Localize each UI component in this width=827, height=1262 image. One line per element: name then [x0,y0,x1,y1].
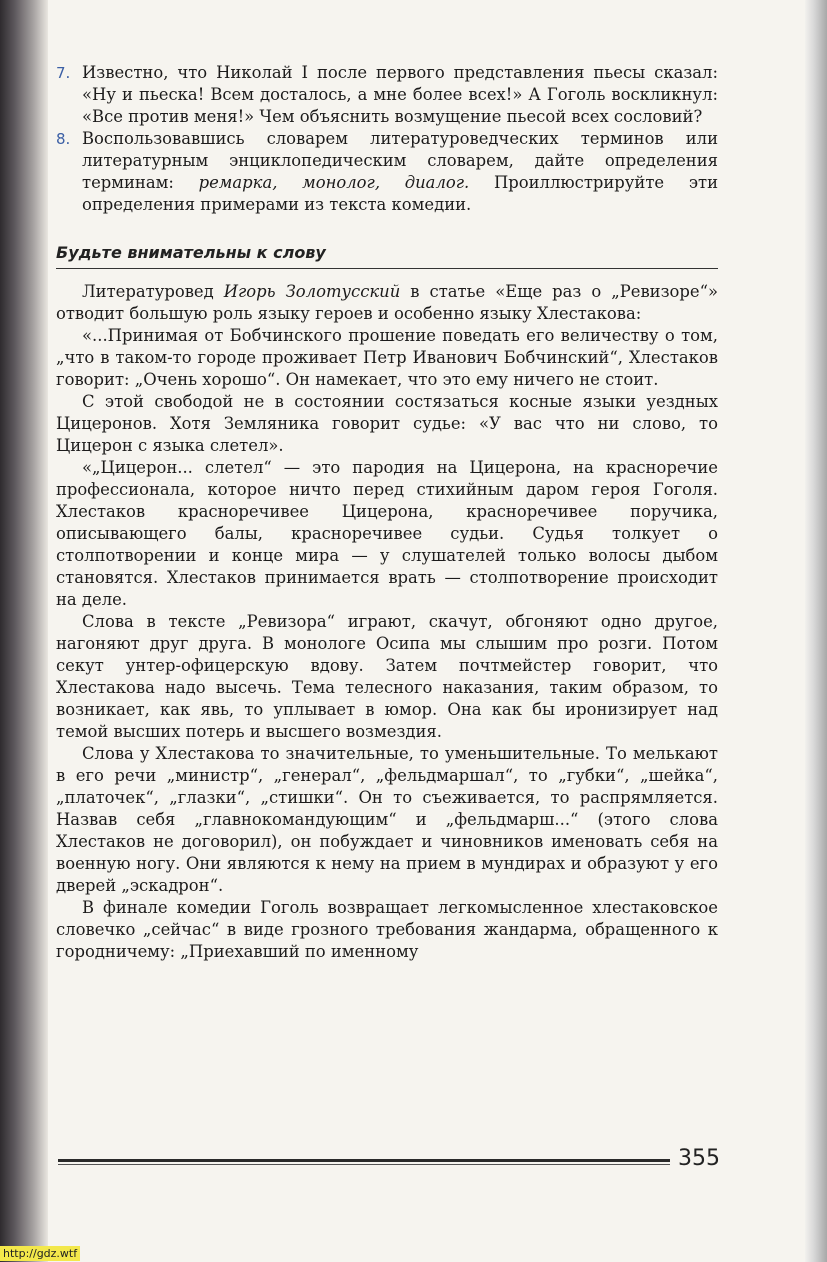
watermark-link[interactable]: http://gdz.wtf [0,1246,80,1261]
section-heading: Будьте внимательны к слову [56,242,718,269]
footer-rule-thin [58,1164,670,1165]
intro-text-end: в статье «Еще раз о „Ревизоре“» отводит большую роль языку героев и особенно языку Хлестакова: [56,282,719,323]
paragraph: В финале комедии Гоголь возвращает легкомысленное хлестаковское словечко „сейчас“ в виде грозного требования жандарма, обращенного к городничему: „Приехавший по именному [56,898,718,961]
page-content [56,62,718,963]
author-name: Игорь Золотусский [223,282,401,301]
intro-paragraph [56,281,718,325]
paragraph: Слова у Хлестакова то значительные, то уменьшительные. То мелькают в его речи „министр“, „генерал“, „фельдмаршал“, то „губки“, „шейка“, „платочек“, „глазки“, „стишки“. Он то съеживается, то распрямляется. Назвав себя „главнокомандующим“ и „фельдмарш...“ (этого слова Хлестаков не договорил), он побуждает и чиновников именовать себя на военную ногу. Они являются к нему на прием в мундирах и образуют у его дверей „эскадрон“. [56,744,718,895]
question-terms: ремарка, монолог, диалог. [198,173,470,192]
question-text: Известно, что Николай I после первого представления пьесы сказал: «Ну и пьеска! Всем досталось, а мне более всех!» А Гоголь воскликнул: «Все против меня!» Чем объяснить возмущение пьесой всех сословий? [82,63,718,126]
page-number: 355 [678,1146,720,1171]
paragraph: С этой свободой не в состоянии состязаться косные языки уездных Цицеронов. Хотя Земляника говорит судье: «У вас что ни слово, то Цицерон с языка слетел». [56,392,718,455]
question-text-end: Проиллюстрируйте эти определения примерами из текста комедии. [82,173,718,214]
question-8 [56,128,718,216]
book-spine-shadow [0,0,48,1262]
footer-rule [58,1159,670,1162]
intro-text: Литературовед [82,282,224,301]
paragraph: «...Принимая от Бобчинского прошение поведать его величеству о том, „что в таком-то городе проживает Петр Иванович Бобчинский“, Хлестаков говорит: „Очень хорошо“. Он намекает, что это ему ничего не стоит. [56,326,718,389]
question-number: 7. [56,64,71,82]
paragraph: «„Цицерон... слетел“ — это пародия на Цицерона, на красноречие профессионала, которое ничто перед стихийным даром героя Гоголя. Хлестаков красноречивее Цицерона, красноречивее поручика, описывающего балы, красноречивее судьи. Судья толкует о столпотворении и конце мира — у слушателей только волосы дыбом становятся. Хлестаков принимается врать — столпотворение происходит на деле. [56,458,718,609]
question-7 [56,62,718,128]
paragraph: Слова в тексте „Ревизора“ играют, скачут, обгоняют одно другое, нагоняют друг друга. В монологе Осипа мы слышим про розги. Потом секут унтер-офицерскую вдову. Затем почтмейстер говорит, что Хлестакова надо высечь. Тема телесного наказания, таким образом, то возникает, как явь, то уплывает в юмор. Она как бы иронизирует над темой высших потерь и высшего возмездия. [56,612,718,741]
question-number: 8. [56,130,71,148]
page-edge-shadow [805,0,827,1262]
section-body [56,281,718,963]
question-text: Воспользовавшись словарем литературоведческих терминов или литературным энциклопедическим словарем, дайте определения терминам: [82,129,718,192]
